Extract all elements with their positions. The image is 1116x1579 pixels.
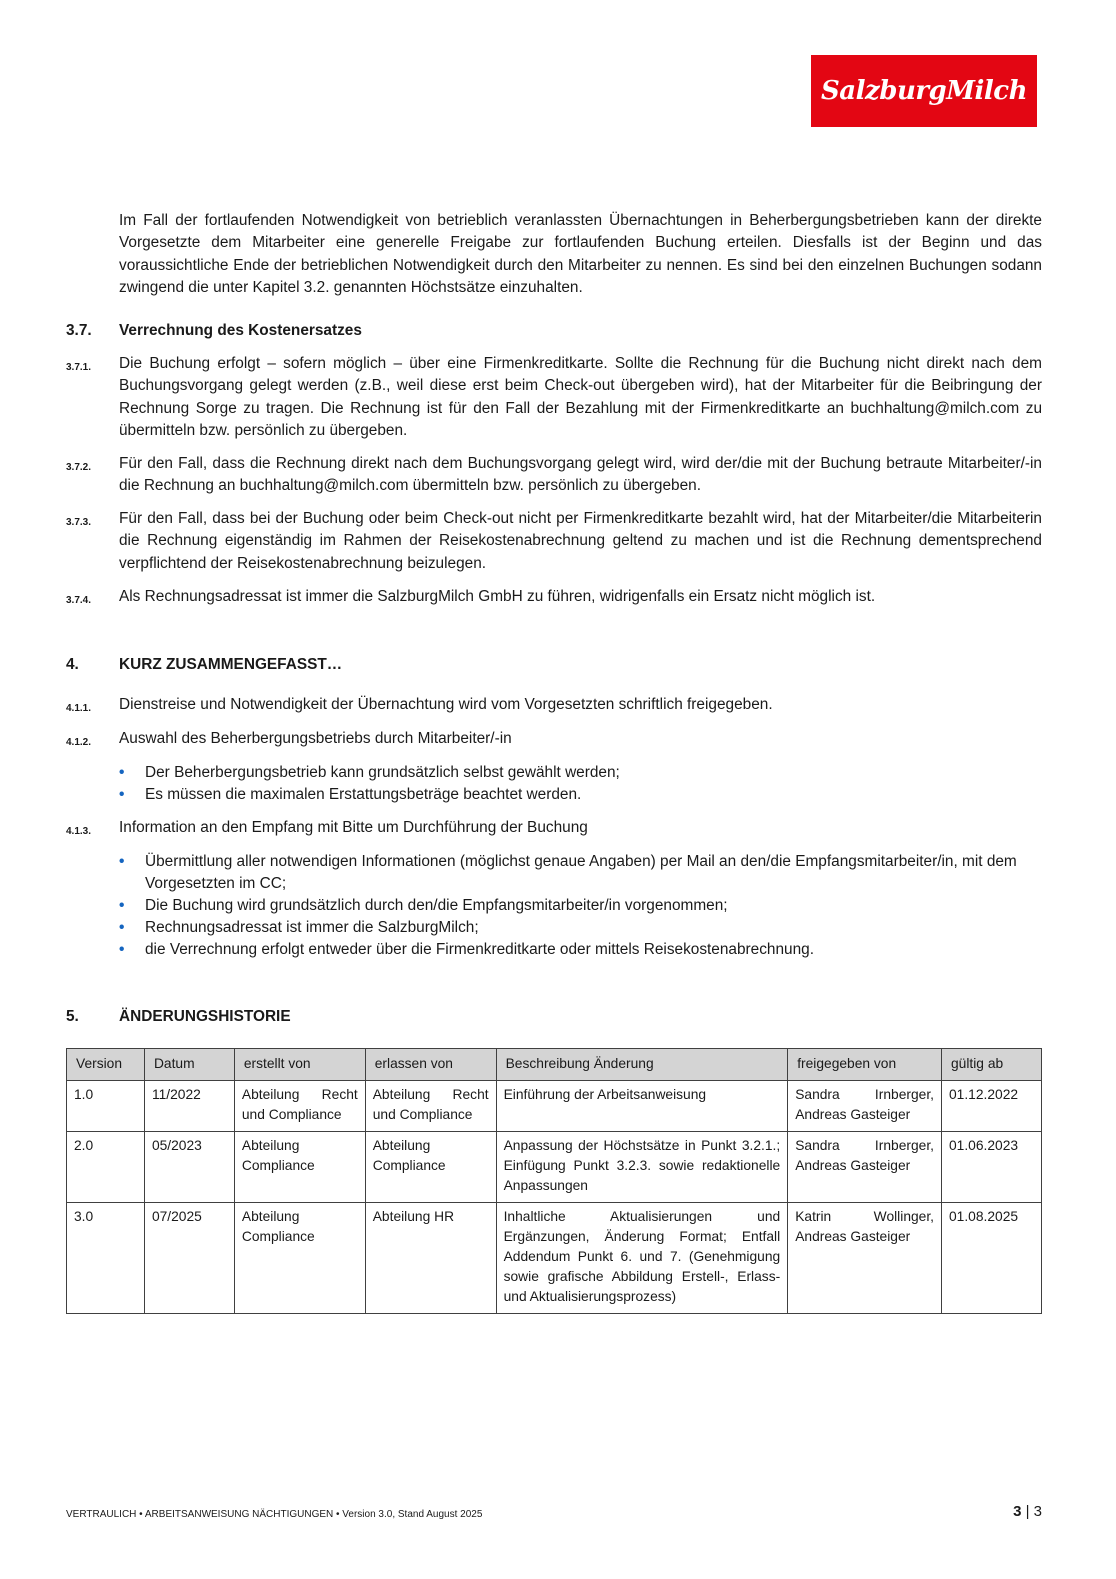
section-title: ÄNDERUNGSHISTORIE xyxy=(119,1008,291,1025)
bullet-item xyxy=(119,784,1049,806)
cell-freigegeben-von: Katrin Wollinger, Andreas Gasteiger xyxy=(788,1203,942,1314)
salzburgmilch-logo xyxy=(811,55,1037,127)
cell-erstellt-von: Abteilung Recht und Compliance xyxy=(234,1081,365,1132)
item-number: 4.1.3. xyxy=(66,826,92,837)
item-number: 4.1.1. xyxy=(66,703,92,714)
bullet-icon: • xyxy=(119,941,125,958)
item-number: 3.7.1. xyxy=(66,362,92,373)
column-header-version: Version xyxy=(67,1049,145,1081)
table-row xyxy=(67,1203,1042,1314)
column-header-datum: Datum xyxy=(144,1049,234,1081)
item-number: 3.7.3. xyxy=(66,517,92,528)
column-header-freigegeben-von: freigegeben von xyxy=(788,1049,942,1081)
cell-erstellt-von: Abteilung Compliance xyxy=(234,1132,365,1203)
cell-freigegeben-von: Sandra Irnberger, Andreas Gasteiger xyxy=(788,1132,942,1203)
item-text: Auswahl des Beherbergungsbetriebs durch Mitarbeiter/-in xyxy=(119,730,512,747)
cell-version: 2.0 xyxy=(67,1132,145,1203)
bullet-icon: • xyxy=(119,919,125,936)
table-header-row xyxy=(67,1049,1042,1081)
cell-erlassen-von: Abteilung Recht und Compliance xyxy=(365,1081,496,1132)
cell-gueltig-ab: 01.06.2023 xyxy=(942,1132,1042,1203)
item-text: Für den Fall, dass die Rechnung direkt nach dem Buchungsvorgang gelegt wird, wird der/die mit der Buchung betraute Mitarbeiter/-in die Rechnung an buchhaltung@milch.com übermitteln bzw. persönlich zu übergeben. xyxy=(119,455,1042,495)
cell-gueltig-ab: 01.12.2022 xyxy=(942,1081,1042,1132)
current-page: 3 xyxy=(1013,1503,1022,1520)
item-text: Für den Fall, dass bei der Buchung oder beim Check-out nicht per Firmenkreditkarte bezahlt wird, hat der Mitarbeiter/die Mitarbeiterin die Rechnung eigenständig im Rahmen der Reisekostenabrechnung geltend zu machen und ist die Rechnung dementsprechend verpflichtend der Reisekostenabrechnung beizulegen. xyxy=(119,510,1042,572)
section-title: KURZ ZUSAMMENGEFASST… xyxy=(119,656,343,673)
footer-text: VERTRAULICH • ARBEITSANWEISUNG NÄCHTIGUNGEN • Version 3.0, Stand August 2025 xyxy=(66,1509,483,1520)
section-number: 5. xyxy=(66,1008,79,1025)
bullet-item xyxy=(119,895,1049,917)
cell-gueltig-ab: 01.08.2025 xyxy=(942,1203,1042,1314)
section-number: 3.7. xyxy=(66,322,92,339)
bullet-text: Rechnungsadressat ist immer die SalzburgMilch; xyxy=(145,919,479,936)
column-header-beschreibung: Beschreibung Änderung xyxy=(496,1049,788,1081)
bullet-item xyxy=(119,851,1049,896)
cell-version: 1.0 xyxy=(67,1081,145,1132)
item-text: Als Rechnungsadressat ist immer die SalzburgMilch GmbH zu führen, widrigenfalls ein Ersatz nicht möglich ist. xyxy=(119,588,876,605)
bullet-icon: • xyxy=(119,897,125,914)
bullet-text: Es müssen die maximalen Erstattungsbeträge beachtet werden. xyxy=(145,786,582,803)
bullet-icon: • xyxy=(119,786,125,803)
item-number: 4.1.2. xyxy=(66,737,92,748)
bullet-item xyxy=(119,917,1049,939)
bullet-icon: • xyxy=(119,764,125,781)
cell-datum: 11/2022 xyxy=(144,1081,234,1132)
table-row xyxy=(67,1132,1042,1203)
item-number: 3.7.2. xyxy=(66,462,92,473)
item-text: Dienstreise und Notwendigkeit der Übernachtung wird vom Vorgesetzten schriftlich freigegeben. xyxy=(119,696,773,713)
cell-version: 3.0 xyxy=(67,1203,145,1314)
bullet-item xyxy=(119,939,1049,961)
bullet-text: Übermittlung aller notwendigen Informationen (möglichst genaue Angaben) per Mail an den/die Empfangsmitarbeiter/in, mit dem Vorgesetzten im CC; xyxy=(145,853,1017,893)
intro-paragraph: Im Fall der fortlaufenden Notwendigkeit von betrieblich veranlassten Übernachtungen in Beherbergungsbetrieben kann der direkte Vorgesetzte dem Mitarbeiter eine generelle Freigabe zur fortlaufenden Buchung erteilen. Diesfalls ist der Beginn und das voraussichtliche Ende der betrieblichen Notwendigkeit durch den Mitarbeiter zu nennen. Es sind bei den einzelnen Buchungen sodann zwingend die unter Kapitel 3.2. genannten Höchstsätze einzuhalten. xyxy=(119,212,1042,296)
cell-erlassen-von: Abteilung HR xyxy=(365,1203,496,1314)
item-text: Die Buchung erfolgt – sofern möglich – über eine Firmenkreditkarte. Sollte die Rechnung für die Buchung nicht direkt nach dem Buchungsvorgang gelegt werden (z.B., weil diese erst beim Check-out übergeben wird), hat der Mitarbeiter für die Beibringung der Rechnung Sorge zu tragen. Die Rechnung ist für den Fall der Bezahlung mit der Firmenkreditkarte an buchhaltung@milch.com zu übermitteln bzw. persönlich zu übergeben. xyxy=(119,355,1042,439)
cell-beschreibung: Anpassung der Höchstsätze in Punkt 3.2.1.; Einfügung Punkt 3.2.3. sowie redaktionelle Anpassungen xyxy=(496,1132,788,1203)
bullet-text: die Verrechnung erfolgt entweder über die Firmenkreditkarte oder mittels Reisekostenabrechnung. xyxy=(145,941,815,958)
logo-text: SalzburgMilch xyxy=(821,76,1027,106)
cell-erstellt-von: Abteilung Compliance xyxy=(234,1203,365,1314)
page-separator: | xyxy=(1025,1503,1030,1520)
total-pages: 3 xyxy=(1033,1503,1042,1520)
page-number xyxy=(1013,1503,1042,1520)
change-history-table xyxy=(66,1048,1042,1314)
cell-beschreibung: Inhaltliche Aktualisierungen und Ergänzungen, Änderung Format; Entfall Addendum Punkt 6. und 7. (Genehmigung sowie grafische Abbildung Erstell-, Erlass- und Aktualisierungsprozess) xyxy=(496,1203,788,1314)
section-number: 4. xyxy=(66,656,79,673)
cell-beschreibung: Einführung der Arbeitsanweisung xyxy=(496,1081,788,1132)
bullet-text: Der Beherbergungsbetrieb kann grundsätzlich selbst gewählt werden; xyxy=(145,764,620,781)
column-header-gueltig-ab: gültig ab xyxy=(942,1049,1042,1081)
cell-freigegeben-von: Sandra Irnberger, Andreas Gasteiger xyxy=(788,1081,942,1132)
column-header-erstellt-von: erstellt von xyxy=(234,1049,365,1081)
table-row xyxy=(67,1081,1042,1132)
cell-datum: 07/2025 xyxy=(144,1203,234,1314)
bullet-item xyxy=(119,762,1049,784)
cell-datum: 05/2023 xyxy=(144,1132,234,1203)
section-title: Verrechnung des Kostenersatzes xyxy=(119,322,362,339)
cell-erlassen-von: Abteilung Compliance xyxy=(365,1132,496,1203)
item-text: Information an den Empfang mit Bitte um Durchführung der Buchung xyxy=(119,819,588,836)
bullet-text: Die Buchung wird grundsätzlich durch den/die Empfangsmitarbeiter/in vorgenommen; xyxy=(145,897,728,914)
column-header-erlassen-von: erlassen von xyxy=(365,1049,496,1081)
item-number: 3.7.4. xyxy=(66,595,92,606)
bullet-icon: • xyxy=(119,853,125,870)
